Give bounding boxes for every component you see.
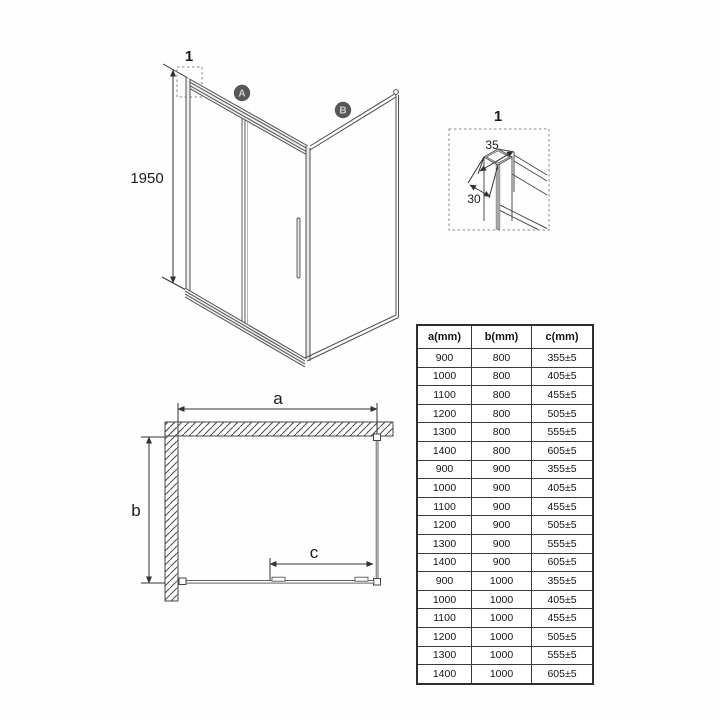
table-row (417, 609, 593, 628)
sliding-door-plan (179, 577, 374, 584)
corner-post (306, 146, 310, 361)
table-row (417, 386, 593, 405)
height-dimension (162, 64, 188, 290)
table-cell: 1100 (417, 497, 472, 516)
table-row (417, 367, 593, 386)
table-row (417, 553, 593, 572)
plan-drawing (100, 378, 415, 623)
table-cell: 455±5 (532, 386, 594, 405)
height-dimension-label: 1950 (130, 170, 164, 187)
table-cell: 800 (472, 404, 532, 423)
table-cell: 900 (472, 479, 532, 498)
table-header-a: a(mm) (417, 325, 472, 349)
table-cell: 900 (417, 460, 472, 479)
table-cell: 900 (472, 534, 532, 553)
table-cell: 1200 (417, 404, 472, 423)
table-cell: 1300 (417, 646, 472, 665)
table-cell: 900 (472, 497, 532, 516)
top-wall (165, 422, 393, 436)
table-cell: 800 (472, 367, 532, 386)
size-table (416, 324, 594, 685)
table-cell: 1000 (417, 479, 472, 498)
table-cell: 1000 (472, 590, 532, 609)
size-table-header (417, 325, 593, 349)
table-cell: 405±5 (532, 590, 594, 609)
table-row (417, 646, 593, 665)
door-roller-right (355, 577, 368, 581)
side-panel-badge-label: B (339, 105, 347, 117)
table-cell: 900 (472, 516, 532, 535)
table-cell: 900 (472, 553, 532, 572)
size-table-body (417, 349, 593, 684)
table-cell: 1100 (417, 386, 472, 405)
table-cell: 1000 (417, 590, 472, 609)
table-cell: 1200 (417, 516, 472, 535)
profile-width-label: 35 (485, 138, 499, 152)
table-cell: 605±5 (532, 441, 594, 460)
table-header-b: b(mm) (472, 325, 532, 349)
detail-border-box (449, 129, 549, 230)
front-panel-badge-label: A (238, 88, 246, 100)
table-row (417, 460, 593, 479)
table-cell: 505±5 (532, 627, 594, 646)
table-cell: 800 (472, 423, 532, 442)
table-cell: 1300 (417, 423, 472, 442)
table-row (417, 516, 593, 535)
table-cell: 405±5 (532, 367, 594, 386)
wall-profile-column (484, 149, 512, 230)
table-cell: 1400 (417, 441, 472, 460)
table-cell: 505±5 (532, 516, 594, 535)
table-cell: 605±5 (532, 665, 594, 684)
detail-drawing (440, 100, 585, 240)
table-cell: 1300 (417, 534, 472, 553)
table-cell: 800 (472, 441, 532, 460)
dimension-b (141, 437, 165, 583)
table-cell: 1100 (417, 609, 472, 628)
front-panel-badge (234, 85, 250, 101)
table-cell: 1000 (472, 646, 532, 665)
table-row (417, 479, 593, 498)
door-divider (242, 118, 248, 325)
table-cell: 1000 (472, 627, 532, 646)
table-row (417, 497, 593, 516)
table-cell: 355±5 (532, 572, 594, 591)
table-cell: 900 (417, 349, 472, 368)
table-cell: 355±5 (532, 460, 594, 479)
table-header-c: c(mm) (532, 325, 594, 349)
table-cell: 555±5 (532, 646, 594, 665)
table-cell: 1000 (472, 572, 532, 591)
dimension-b-label: b (131, 501, 141, 520)
perspective-drawing (100, 28, 420, 373)
door-handle (297, 218, 300, 278)
table-cell: 900 (417, 572, 472, 591)
table-row (417, 572, 593, 591)
table-row (417, 665, 593, 684)
dimension-a-label: a (273, 389, 283, 408)
side-glass-panel (305, 90, 399, 361)
dimension-c-label: c (309, 543, 319, 562)
profile-depth-label: 30 (467, 192, 481, 206)
table-row (417, 423, 593, 442)
table-cell: 555±5 (532, 423, 594, 442)
table-cell: 1200 (417, 627, 472, 646)
table-row (417, 534, 593, 553)
table-cell: 1000 (472, 609, 532, 628)
table-row (417, 441, 593, 460)
table-row (417, 627, 593, 646)
table-cell: 1400 (417, 665, 472, 684)
table-header-row (417, 325, 593, 349)
table-cell: 555±5 (532, 534, 594, 553)
door-roller-left (272, 577, 285, 581)
table-cell: 1000 (417, 367, 472, 386)
table-cell: 455±5 (532, 609, 594, 628)
table-cell: 800 (472, 349, 532, 368)
table-cell: 355±5 (532, 349, 594, 368)
table-cell: 1400 (417, 553, 472, 572)
table-cell: 605±5 (532, 553, 594, 572)
left-wall-profile (186, 77, 190, 292)
left-wall (165, 422, 178, 601)
table-row (417, 590, 593, 609)
table-cell: 800 (472, 386, 532, 405)
detail-title: 1 (493, 108, 503, 125)
dimension-c (270, 558, 373, 580)
table-row (417, 349, 593, 368)
table-cell: 455±5 (532, 497, 594, 516)
table-cell: 1000 (472, 665, 532, 684)
table-row (417, 404, 593, 423)
table-cell: 900 (472, 460, 532, 479)
table-cell: 505±5 (532, 404, 594, 423)
side-panel-plan (374, 434, 381, 585)
table-cell: 405±5 (532, 479, 594, 498)
detail-callout-label: 1 (184, 48, 194, 65)
side-panel-badge (335, 102, 351, 118)
